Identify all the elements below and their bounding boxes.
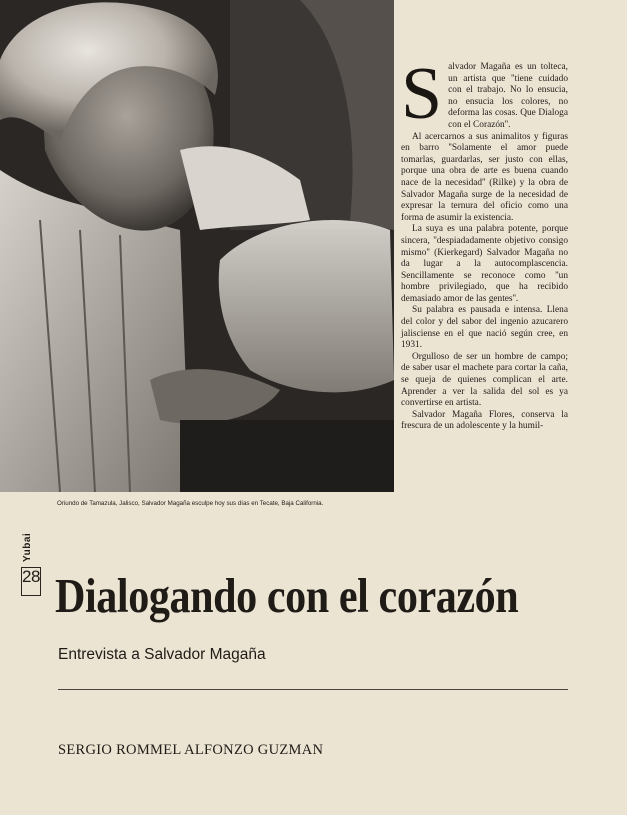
artist-photo	[0, 0, 394, 492]
article-paragraph-5: Orgulloso de ser un hombre de campo; de saber usar el machete para cortar la caña, se queja de quienes complican el arte. Aprender a ver la salida del sol es ya convertirse en artista.	[401, 351, 568, 409]
article-headline: Dialogando con el corazón	[55, 568, 519, 623]
article-subtitle: Entrevista a Salvador Magaña	[58, 646, 266, 663]
article-paragraph-4: Su palabra es pausada e intensa. Llena del color y del sabor del ingenio azucarero jalisciense en el que nació según cree, en 1931.	[401, 305, 568, 351]
article-paragraph-3: La suya es una palabra potente, porque sincera, ''despiadadamente objetivo consigo mismo'' (Kierkegard) Salvador Magaña no da lugar a la autocomplascencia. Sencillamente se reconoce como ''un hombre privilegiado, que ha recibido demasiado amor de las gentes''.	[401, 224, 568, 304]
divider-rule	[58, 689, 568, 690]
article-body	[401, 53, 568, 433]
drop-cap: S	[401, 53, 443, 135]
artist-photo-illustration	[0, 0, 394, 492]
page-number: 28	[22, 567, 40, 586]
photo-caption: Oriundo de Tamazula, Jalisco, Salvador Magaña esculpe hoy sus días en Tecate, Baja California.	[57, 500, 324, 507]
magazine-brand: Yubai	[22, 532, 33, 562]
article-author: SERGIO ROMMEL ALFONZO GUZMAN	[58, 742, 324, 758]
article-paragraph-2: Al acercarnos a sus animalitos y figuras en barro ''Solamente el amor puede tomarlas, guardarlas, ser justo con ellas, porque una obra de arte es buena cuando nace de la necesidad'' (Rilke) y la obra de Salvador Magaña surge de la necesidad de expresar la ternura del oficio como una forma de asumir la existencia.	[401, 131, 568, 223]
article-paragraph-1: Salvador Magaña es un tolteca, un artista que ''tiene cuidado con el trabajo. No lo ensucia, no ensucia los colores, no deforma las cosas. Que Dialoga con el Corazón''.	[401, 53, 568, 135]
article-paragraph-6: Salvador Magaña Flores, conserva la frescura de un adolescente y la humil-	[401, 409, 568, 432]
